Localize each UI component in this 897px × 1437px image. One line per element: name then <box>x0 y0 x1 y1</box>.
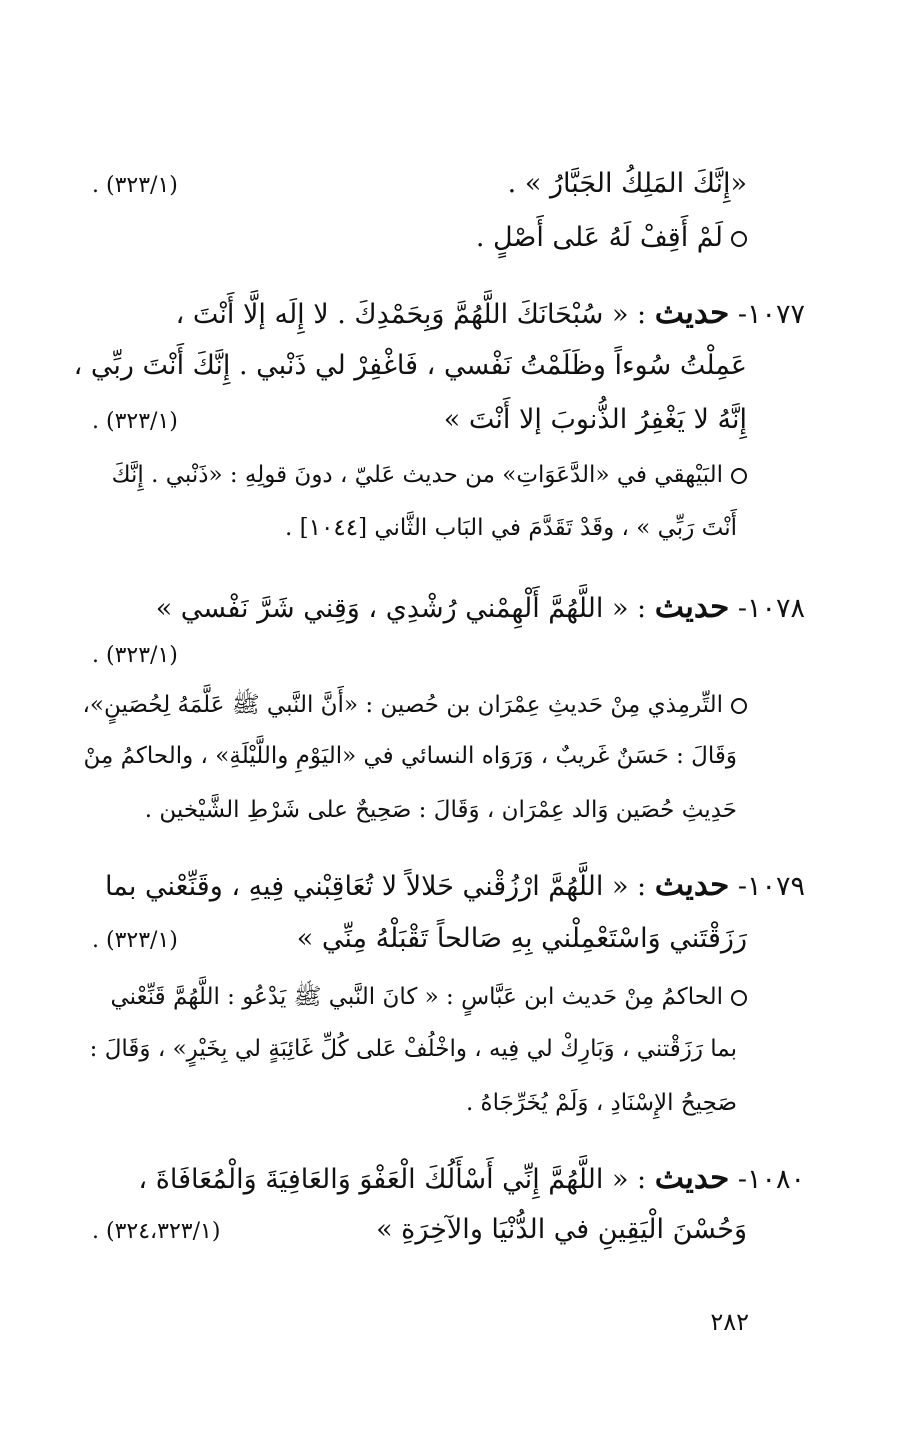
hadith-heading <box>105 867 805 903</box>
note-text-wrap <box>111 982 748 1016</box>
note-circle-icon <box>731 698 747 714</box>
reference: (٣٢٣/١) . <box>92 928 178 953</box>
note-text: صَحِيحُ الإِسْنَادِ ، وَلَمْ يُخَرِّجَاهُ . <box>465 1090 737 1116</box>
reference: (٣٢٤،٣٢٣/١) . <box>92 1219 221 1244</box>
dash: - <box>729 299 747 330</box>
note-text: البَيْهقي في «الدَّعَوَاتِ» من حديث عَليّ ، دونَ قولِهِ : «ذَنْبي . إِنَّكَ <box>111 462 723 488</box>
text-line <box>92 923 747 954</box>
hadith-label: حديث <box>654 1160 730 1196</box>
note-text-wrap <box>112 462 747 488</box>
reference: (٣٢٣/١) . <box>92 409 178 434</box>
note-line <box>92 222 747 253</box>
line-text: وَحُسْنَ الْيَقِينِ في الدُّنْيَا والآخِرَةِ » <box>376 1214 747 1245</box>
hadith-label: حديث <box>654 295 730 331</box>
note-text-wrap <box>82 690 747 724</box>
page-number: ٢٨٢ <box>710 1308 749 1336</box>
line-text: : « اللَّهُمَّ إِنِّي أَسْأَلُكَ الْعَفْوَ وَالعَافِيَةَ وَالْمُعَافَاةَ ، <box>138 1164 647 1195</box>
hadith-label: حديث <box>654 589 730 625</box>
line-text: عَمِلْتُ سُوءاً وظَلَمْتُ نَفْسي ، فَاغْفِرْ لي ذَنْبي . إِنَّكَ أَنْتَ ربِّي ، <box>73 350 747 381</box>
dash: - <box>729 1164 747 1195</box>
note-text: حَدِيثِ حُصَين وَالد عِمْرَان ، وَقَالَ : صَحِيحٌ على شَرْطِ الشَّيْخين . <box>144 797 737 823</box>
hadith-heading <box>138 1160 805 1196</box>
text-line <box>92 168 747 199</box>
note-text: وَقَالَ : حَسَنٌ غَريبٌ ، وَرَوَاه النسائي في «اليَوْمِ واللَّيْلَةِ» ، والحاكمُ مِنْ <box>83 743 737 769</box>
dash: - <box>729 593 747 624</box>
note-line <box>89 1036 737 1062</box>
line-text: : « اللَّهُمَّ أَلْهِمْني رُشْدِي ، وَقِني شَرَّ نَفْسي » <box>155 593 647 624</box>
line-text: : « سُبْحَانَكَ اللَّهُمَّ وَبِحَمْدِكَ . لا إِلَه إلَّا أَنْتَ ، <box>175 299 647 330</box>
hadith-heading-line <box>92 1160 805 1196</box>
note-line <box>92 982 747 1016</box>
text-line <box>92 643 747 668</box>
hadith-number: ١٠٧٨ <box>746 593 805 624</box>
note-text: الحاكمُ مِنْ حَديث ابن عَبَّاسٍ : « كانَ النَّبي ﷺ يَدْعُو : اللَّهُمَّ قَنِّعْني <box>110 984 723 1010</box>
hadith-heading <box>176 295 805 331</box>
line-text: : « اللَّهُمَّ ارْزُقْني حَلالاً لا تُعَاقِبْني فِيهِ ، وقَنِّعْني بما <box>105 871 647 902</box>
note-text-wrap <box>476 222 747 253</box>
note-line <box>92 462 747 488</box>
note-circle-icon <box>731 990 747 1006</box>
note-text: التِّرمِذي مِنْ حَديثِ عِمْرَان بن حُصين : «أَنَّ النَّبي ﷺ عَلَّمَهُ لِحُصَينٍ»، <box>82 692 723 718</box>
line-text: رَزَقْتَني وَاسْتَعْمِلْني بِهِ صَالحاً تَقْبَلْهُ مِنِّي » <box>296 923 747 954</box>
note-text: لَمْ أَقِفْ لَهُ عَلى أَصْلٍ . <box>475 222 723 253</box>
hadith-heading-line <box>92 295 805 331</box>
text-line <box>92 1214 747 1245</box>
note-line <box>82 690 747 724</box>
note-circle-icon <box>731 231 747 247</box>
hadith-number: ١٠٧٧ <box>746 299 805 330</box>
note-line <box>92 797 737 823</box>
dash: - <box>729 871 747 902</box>
hadith-heading-line <box>92 867 805 903</box>
note-line <box>83 743 737 769</box>
note-text: أَنْتَ رَبِّي » ، وقَدْ تَقَدَّمَ في البَاب الثَّاني [١٠٤٤] . <box>285 515 737 541</box>
line-text: «إِنَّكَ المَلِكُ الجَبَّارُ » . <box>507 168 747 199</box>
note-circle-icon <box>731 468 747 484</box>
reference: (٣٢٣/١) . <box>92 173 178 198</box>
line-text: إِنَّهُ لا يَغْفِرُ الذُّنوبَ إلا أَنْتَ » <box>443 404 747 435</box>
text-line <box>73 350 747 381</box>
hadith-number: ١٠٨٠ <box>746 1164 805 1195</box>
hadith-heading-line <box>92 589 805 625</box>
note-line <box>92 515 737 541</box>
hadith-heading <box>156 589 805 625</box>
hadith-number: ١٠٧٩ <box>746 871 805 902</box>
reference: (٣٢٣/١) . <box>92 643 178 668</box>
hadith-label: حديث <box>654 867 730 903</box>
text-line <box>92 404 747 435</box>
note-line <box>92 1090 737 1116</box>
note-text: بما رَزَقْتني ، وَبَارِكْ لي فِيه ، واخْلُفْ عَلى كُلِّ غَائِبَةٍ لي بِخَيْرٍ» ، وَقَالَ : <box>89 1036 737 1062</box>
